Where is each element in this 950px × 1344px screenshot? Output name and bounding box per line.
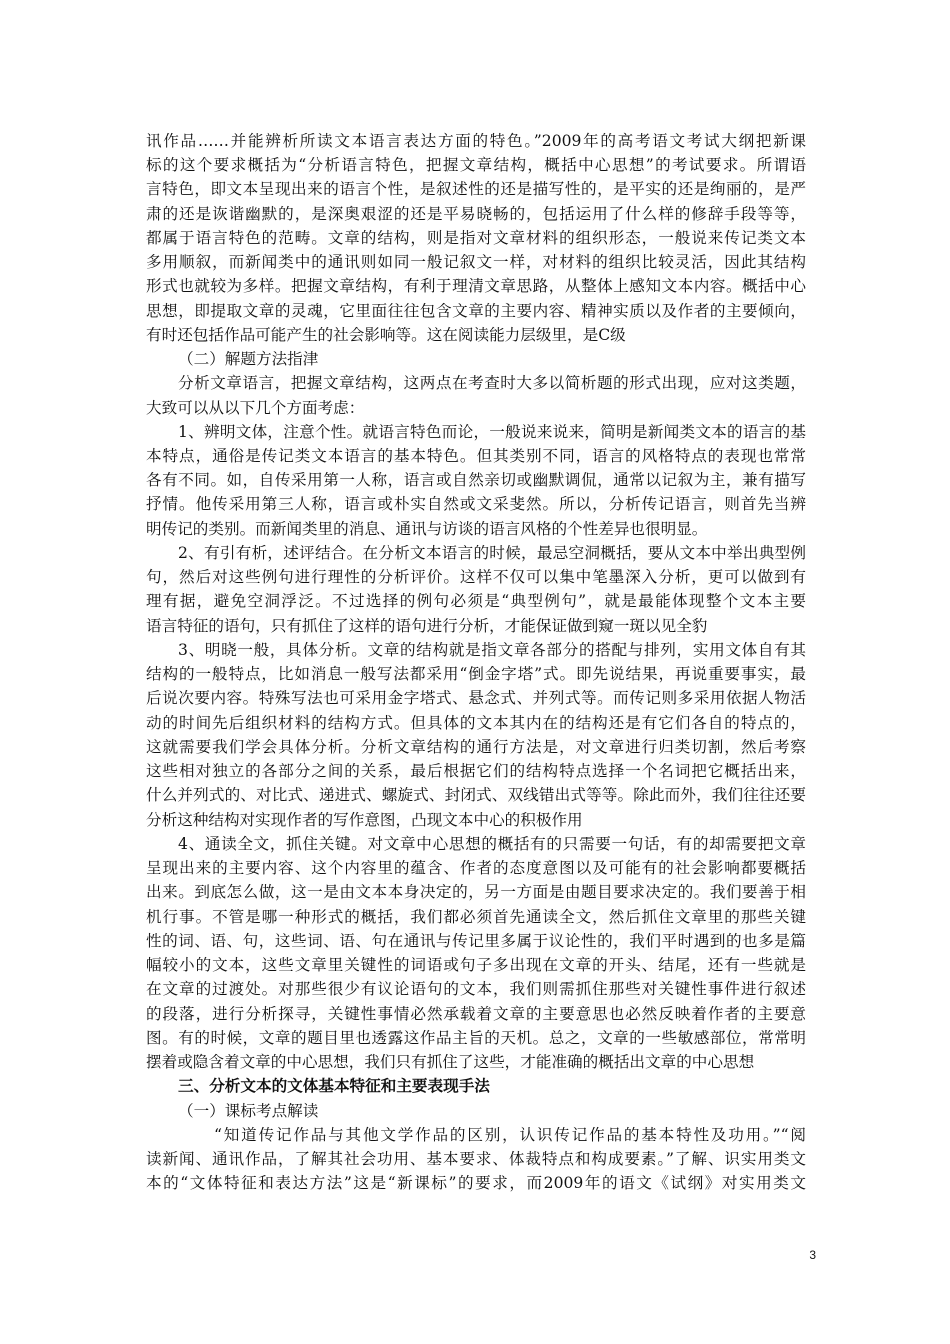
section-heading: （二）解题方法指津 xyxy=(178,350,319,368)
text-line: 形式也就较为多样。把握文章结构，有利于理清文章思路，从整体上感知文本内容。概括中心 xyxy=(146,277,806,295)
text-line: 图。有的时候，文章的题目里也透露这作品主旨的天机。总之，文章的一些敏感部位，常常明 xyxy=(146,1029,806,1047)
page-number: 3 xyxy=(809,1248,816,1262)
text-line: 理有据，避免空洞浮泛。不过选择的例句必须是“典型例句”，就是最能体现整个文本主要 xyxy=(146,592,806,610)
text-line: 分析这种结构对实现作者的写作意图，凸现文本中心的积极作用 xyxy=(146,811,583,829)
text-line: 肃的还是诙谐幽默的，是深奥艰涩的还是平易晓畅的，包括运用了什么样的修辞手段等等， xyxy=(146,205,806,223)
text-line: 本的“文体特征和表达方法”这是“新课标”的要求，而2009年的语文《试纲》对实用类文 xyxy=(146,1174,806,1192)
text-line: 机行事。不管是哪一种形式的概括，我们都必须首先通读全文，然后抓住文章里的那些关键 xyxy=(146,908,806,926)
text-line: 语言特征的语句，只有抓住了这样的语句进行分析，才能保证做到窥一斑以见全豹 xyxy=(146,617,708,635)
text-line: 思想，即提取文章的灵魂，它里面往往包含文章的主要内容、精神实质以及作者的主要倾向， xyxy=(146,302,806,320)
text-line: 1、辨明文体，注意个性。就语言特色而论，一般说来说来，简明是新闻类文本的语言的基 xyxy=(178,423,806,441)
section-heading: 三、分析文本的文体基本特征和主要表现手法 xyxy=(178,1076,490,1095)
text-line: 标的这个要求概括为“分析语言特色，把握文章结构，概括中心思想”的考试要求。所谓语 xyxy=(146,156,806,174)
text-line: 性的词、语、句，这些词、语、句在通讯与传记里多属于议论性的，我们平时遇到的也多是篇 xyxy=(146,932,806,950)
text-line: 多用顺叙，而新闻类中的通讯则如同一般记叙文一样，对材料的组织比较灵活，因此其结构 xyxy=(146,253,806,271)
text-line: 大致可以从以下几个方面考虑： xyxy=(146,399,365,417)
text-line: 读新闻、通讯作品，了解其社会功用、基本要求、体裁特点和构成要素。”了解、识实用类文 xyxy=(146,1150,806,1168)
text-line: 这就需要我们学会具体分析。分析文章结构的通行方法是，对文章进行归类切割，然后考察 xyxy=(146,738,806,756)
section-heading: （一）课标考点解读 xyxy=(178,1102,319,1120)
text-line: 4、通读全文，抓住关键。对文章中心思想的概括有的只需要一句话，有的却需要把文章 xyxy=(178,835,806,853)
text-line: 在文章的过渡处。对那些很少有议论语句的文本，我们则需抓住那些对关键性事件进行叙述 xyxy=(146,980,806,998)
text-line: 的段落，进行分析探寻，关键性事情必然承载着文章的主要意思也必然反映着作者的主要意 xyxy=(146,1005,806,1023)
text-line: 讯作品……并能辨析所读文本语言表达方面的特色。”2009年的高考语文考试大纲把新课 xyxy=(146,132,806,150)
text-line: 后说次要内容。特殊写法也可采用金字塔式、悬念式、并列式等。而传记则多采用依据人物活 xyxy=(146,689,806,707)
text-line: 幅较小的文本，这些文章里关键性的词语或句子多出现在文章的开头、结尾，还有一些就是 xyxy=(146,956,806,974)
text-line: 都属于语言特色的范畴。文章的结构，则是指对文章材料的组织形态，一般说来传记类文本 xyxy=(146,229,806,247)
text-line: 这些相对独立的各部分之间的关系，最后根据它们的结构特点选择一个名词把它概括出来， xyxy=(146,762,806,780)
text-line: 结构的一般特点，比如消息一般写法都采用“倒金字塔”式。即先说结果，再说重要事实，最 xyxy=(146,665,806,683)
text-line: 句，然后对这些例句进行理性的分析评价。这样不仅可以集中笔墨深入分析，更可以做到有 xyxy=(146,568,806,586)
text-line: 明传记的类别。而新闻类里的消息、通讯与访谈的语言风格的个性差异也很明显。 xyxy=(146,520,708,538)
text-line: “知道传记作品与其他文学作品的区别，认识传记作品的基本特性及功用。”“阅 xyxy=(214,1126,806,1144)
text-line: 呈现出来的主要内容、这个内容里的蕴含、作者的态度意图以及可能有的社会影响都要概括 xyxy=(146,859,806,877)
text-line: 动的时间先后组织材料的结构方式。但具体的文本其内在的结构还是有它们各自的特点的， xyxy=(146,714,806,732)
text-line: 摆着或隐含着文章的中心思想，我们只有抓住了这些，才能准确的概括出文章的中心思想 xyxy=(146,1053,755,1071)
text-line: 3、明晓一般，具体分析。文章的结构就是指文章各部分的搭配与排列，实用文体自有其 xyxy=(178,641,806,659)
text-line: 各有不同。如，自传采用第一人称，语言或自然亲切或幽默调侃，通常以记叙为主，兼有描写 xyxy=(146,471,806,489)
text-line: 言特色，即文本呈现出来的语言个性，是叙述性的还是描写性的，是平实的还是绚丽的，是严 xyxy=(146,180,806,198)
text-line: 本特点，通俗是传记类文本语言的基本特色。但其类别不同，语言的风格特点的表现也常常 xyxy=(146,447,806,465)
text-line: 2、有引有析，述评结合。在分析文本语言的时候，最忌空洞概括，要从文本中举出典型例 xyxy=(178,544,806,562)
text-line: 抒情。他传采用第三人称，语言或朴实自然或文采斐然。所以，分析传记语言，则首先当辨 xyxy=(146,495,806,513)
text-line: 有时还包括作品可能产生的社会影响等。这在阅读能力层级里，是C级 xyxy=(146,326,626,344)
text-line: 什么并列式的、对比式、递进式、螺旋式、封闭式、双线错出式等等。除此而外，我们往往还要 xyxy=(146,786,806,804)
text-line: 分析文章语言，把握文章结构，这两点在考查时大多以简析题的形式出现，应对这类题， xyxy=(178,374,806,392)
text-line: 出来。到底怎么做，这一是由文本本身决定的，另一方面是由题目要求决定的。我们要善于相 xyxy=(146,883,806,901)
